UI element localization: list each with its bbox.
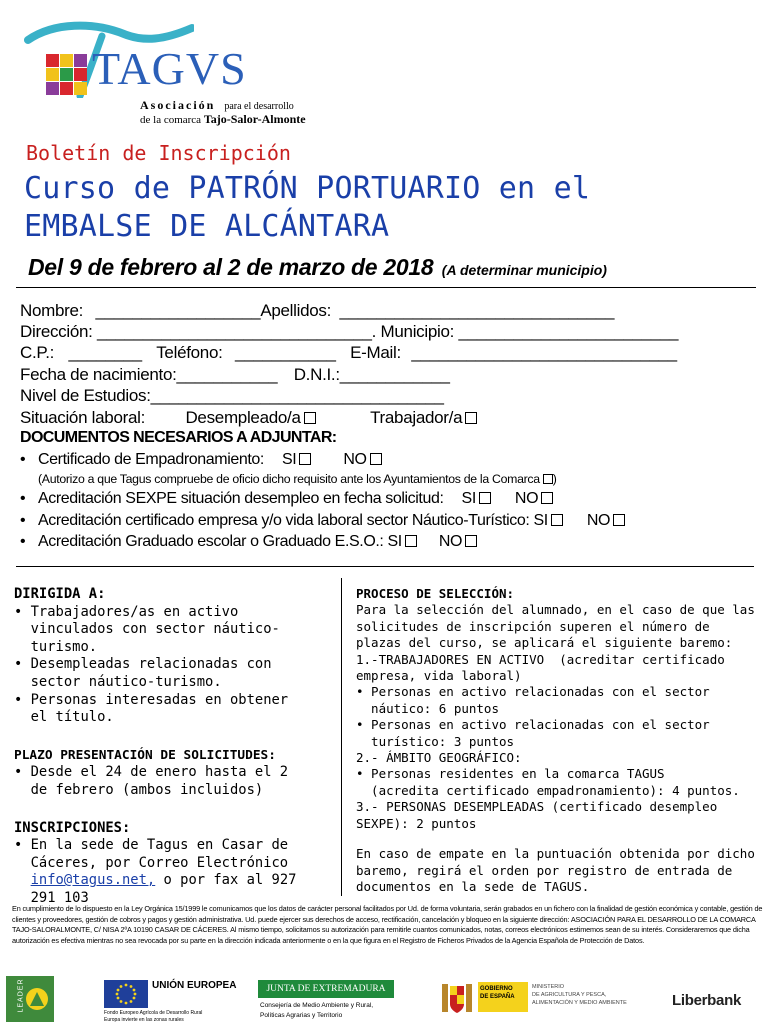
dni-field[interactable]: ____________ [339,365,450,384]
leader-logo [6,976,54,1022]
doc-item-certificado-empresa: • Acreditación certificado empresa y/o vida laboral sector Náutico-Turístico: SI NO [20,512,625,530]
graduado-si-checkbox[interactable] [405,535,417,547]
assoc-line1: Asociación para el desarrollo [140,98,294,112]
liberbank-logo: Liberbank [672,992,741,1009]
gobierno-logo [440,978,640,1018]
ministerio-text2: DE AGRICULTURA Y PESCA, [532,992,607,998]
eu-title: UNIÓN EUROPEA [152,980,237,991]
logo-square [46,82,59,95]
eu-logo [104,978,254,1024]
cp-label: C.P.: [20,343,55,362]
desempleado-label: Desempleado/a [185,408,301,427]
fecha-field[interactable]: ___________ [176,365,278,384]
situacion-label: Situación laboral: [20,408,146,427]
leader-star-icon [24,986,50,1012]
junta-banner: JUNTA DE EXTREMADURA [258,980,394,998]
inscripciones-line1: • En la sede de Tagus en Casar de [14,837,289,854]
logo-square [60,82,73,95]
logo-square [46,54,59,67]
inscripciones-line3: info@tagus.net, o por fax al 927 [30,872,297,889]
empate-text: En caso de empate en la puntuación obtenida por dicho baremo, regirá el orden por registro de entrada de documentos en la sede de TAGUS. [356,846,755,894]
junta-logo [258,978,398,1024]
dirigida-title: DIRIGIDA A: [14,586,106,602]
autorizo-checkbox[interactable] [543,474,553,484]
dirigida-items: • Trabajadores/as en activo vinculados con sector náutico- turismo. • Desempleadas relacionadas con sector náutico-turismo. • Personas interesadas en obtener el título. [14,603,289,726]
gobierno-text1: GOBIERNO [480,986,513,992]
desempleado-checkbox[interactable] [304,412,316,424]
course-title-line2: EMBALSE DE ALCÁNTARA [24,209,390,244]
nombre-label: Nombre: [20,301,84,320]
doc-item-empadronamiento: • Certificado de Empadronamiento: SI NO [20,451,382,469]
eu-sub2: Europa invierte en las zonas rurales [104,1017,184,1023]
doc-item-sexpe: • Acreditación SEXPE situación desempleo en fecha solicitud: SI NO [20,490,553,508]
gobierno-text2: DE ESPAÑA [480,994,515,1000]
ministerio-text3: ALIMENTACIÓN Y MEDIO AMBIENTE [532,1000,627,1006]
graduado-no-checkbox[interactable] [465,535,477,547]
inscripciones-line2: Cáceres, por Correo Electrónico [14,854,289,871]
empresa-no-checkbox[interactable] [613,514,625,526]
documents-divider [16,566,754,567]
right-column [356,586,762,895]
documents-heading: DOCUMENTOS NECESARIOS A ADJUNTAR: [20,429,337,446]
form-row-situacion [20,408,477,428]
ministerio-text1: MINISTERIO [532,984,565,990]
logo-wordmark: TAGVS [92,43,247,94]
junta-sub2: Políticas Agrarias y Territorio [260,1012,343,1019]
municipio-field[interactable]: ________________________ [458,322,679,341]
form-row-direccion [20,322,678,342]
spain-coat-of-arms-icon [440,980,474,1016]
logo-square [74,54,87,67]
empadronamiento-si-checkbox[interactable] [299,453,311,465]
doc-item-empadronamiento-note: (Autorizo a que Tagus compruebe de oficio dicho requisito ante los Ayuntamientos de la Comarca ) [38,472,557,486]
title-divider [16,287,756,288]
trabajador-label: Trabajador/a [370,408,463,427]
boletin-heading: Boletín de Inscripción [26,141,291,165]
course-dates: Del 9 de febrero al 2 de marzo de 2018 (A determinar municipio) [28,254,607,280]
nivel-field[interactable]: ________________________________ [150,386,444,405]
proceso-title: PROCESO DE SELECCIÓN: [356,586,515,601]
sexpe-no-checkbox[interactable] [541,492,553,504]
dni-label: D.N.I.: [293,365,340,384]
trabajador-checkbox[interactable] [465,412,477,424]
email-link[interactable]: info@tagus.net, [30,872,156,889]
form-row-contacto [20,343,677,363]
tagus-logo [24,14,344,130]
direccion-field[interactable]: ______________________________ [97,322,372,341]
municipio-label: . Municipio: [371,322,455,341]
plazo-items: • Desde el 24 de enero hasta el 2 de febrero (ambos incluidos) [14,764,289,798]
assoc-line2: de la comarca Tajo-Salor-Almonte [140,112,306,126]
apellidos-field[interactable]: ______________________________ [339,301,615,320]
legal-notice: En cumplimiento de lo dispuesto en la Ley Orgánica 15/1999 le comunicamos que los datos de carácter personal facilitados por Ud. de forma voluntaria, serán grabados en un fichero con la finalidad de gestión económica y contable, gestión de clientes y proveedores, gestión de cobros y pagos y gestión administrativa. Ud. puede ejercer sus derechos de acceso, rectificación, cancelación y bloqueo en la siguiente dirección: ASOCIACIÓN PARA EL DESARROLLO DE LA COMARCA TAJO-SALORALMONTE, C/ NISA 2ºA 10190 CASAR DE CÁCERES. Al mismo tiempo, solicitamos su autorización para remitirle cuantos comunicados, notas, correos electrónicos estimemos sean de su interés. Consideraremos que dicha autorización es efectiva mientras no sea revocada por su parte en la dirección indicada anteriormente o en la que figura en el Registro de Ficheros Privados de la Agencia Española de Protección de Datos. [12,904,763,945]
logo-square [60,68,73,81]
eu-flag-icon [104,980,148,1008]
email-field[interactable]: _____________________________ [411,343,677,362]
apellidos-label: Apellidos: [260,301,332,320]
logo-square [74,82,87,95]
eu-sub1: Fondo Europeo Agrícola de Desarrollo Rural [104,1010,203,1016]
nivel-label: Nivel de Estudios: [20,386,151,405]
telefono-field[interactable]: ___________ [234,343,336,362]
logo-square [46,68,59,81]
proceso-text: Para la selección del alumnado, en el caso de que las solicitudes de inscripción superen el número de plazas del curso, se aplicará el siguiente baremo: 1.-TRABAJADORES EN ACTIVO (acreditar certificado empresa, vida laboral) • Personas en activo relacionadas con el sector náutico: 6 puntos • Personas en activo relacionadas con el sector turístico: 3 puntos 2.- ÁMBITO GEOGRÁFICO: • Personas residentes en la comarca TAGUS (acredita certificado empadronamiento): 4 puntos. 3.- PERSONAS DESEMPLEADAS (certificado desempleo SEXPE): 2 puntos [356,602,755,831]
fecha-label: Fecha de nacimiento: [20,365,177,384]
telefono-label: Teléfono: [156,343,223,362]
sexpe-si-checkbox[interactable] [479,492,491,504]
email-label: E-Mail: [350,343,401,362]
leader-label: LEADER [17,978,25,1013]
direccion-label: Dirección: [20,322,93,341]
form-row-estudios [20,386,444,406]
inscripciones-line4: 291 103 [14,889,89,906]
nombre-field[interactable]: __________________ [95,301,261,320]
form-row-nacimiento [20,365,450,385]
course-title-line1: Curso de PATRÓN PORTUARIO en el [24,171,591,206]
junta-sub1: Consejería de Medio Ambiente y Rural, [260,1002,374,1009]
left-column [14,586,334,908]
empresa-si-checkbox[interactable] [551,514,563,526]
inscripciones-title: INSCRIPCIONES: [14,819,131,836]
logo-square [74,68,87,81]
plazo-title: PLAZO PRESENTACIÓN DE SOLICITUDES: [14,747,276,763]
empadronamiento-no-checkbox[interactable] [370,453,382,465]
cp-field[interactable]: ________ [68,343,142,362]
form-row-nombre [20,301,614,321]
logo-square [60,54,73,67]
doc-item-graduado: • Acreditación Graduado escolar o Graduado E.S.O.: SI NO [20,533,477,551]
